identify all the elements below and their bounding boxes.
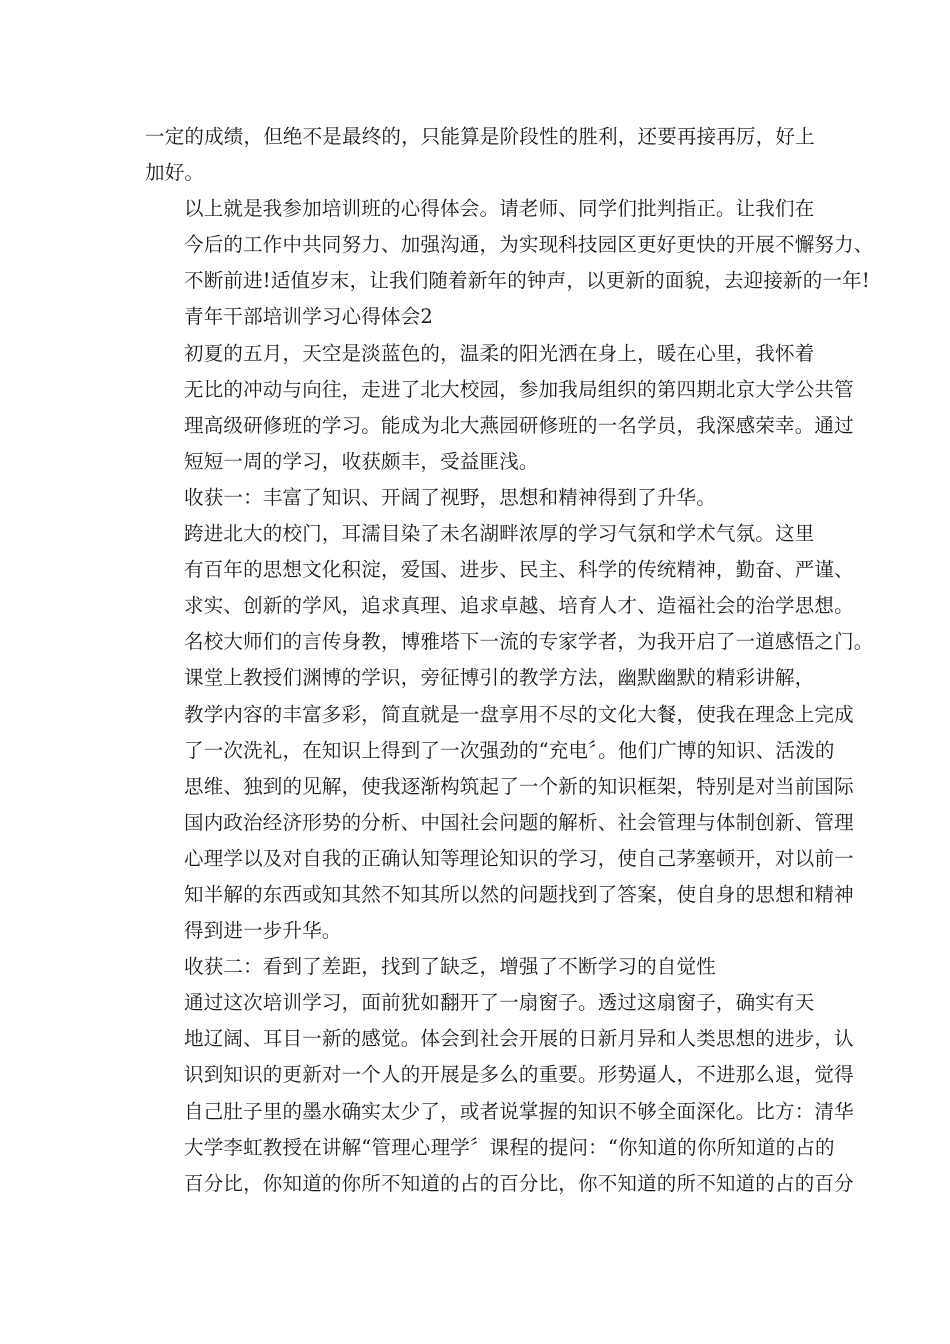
text-line: 有百年的思想文化积淀，爱国、进步、民主、科学的传统精神，勤奋、严谨、	[184, 558, 854, 582]
text-line: 无比的冲动与向往，走进了北大校园，参加我局组织的第四期北京大学公共管	[184, 377, 854, 401]
text-line: 识到知识的更新对一个人的开展是多么的重要。形势逼人，不进那么退，觉得	[184, 1063, 854, 1087]
paragraph	[145, 949, 817, 985]
text-line: 自己肚子里的墨水确实太少了，或者说掌握的知识不够全面深化。比方：清华	[184, 1099, 854, 1123]
text-line: 跨进北大的校门，耳濡目染了未名湖畔浓厚的学习气氛和学术气氛。这里	[184, 522, 815, 546]
text-line: 名校大师们的言传身教，博雅塔下一流的专家学者，为我开启了一道感悟之门。	[184, 630, 874, 654]
text-line: 理高级研修班的学习。能成为北大燕园研修班的一名学员，我深感荣幸。通过	[184, 413, 854, 437]
text-line: 收获一：丰富了知识、开阔了视野，思想和精神得到了升华。	[184, 485, 716, 509]
text-line: 课堂上教授们渊博的学识，旁征博引的教学方法，幽默幽默的精彩讲解，	[184, 666, 815, 690]
paragraph	[145, 336, 854, 480]
text-line: 收获二：看到了差距，找到了缺乏，增强了不断学习的自觉性	[184, 955, 716, 979]
text-line: 一定的成绩，但绝不是最终的，只能算是阶段性的胜利，还要再接再厉，好上	[145, 125, 815, 148]
paragraph	[145, 480, 817, 516]
paragraph	[145, 119, 817, 191]
text-line: 短短一周的学习，收获颇丰，受益匪浅。	[184, 449, 539, 473]
text-line: 了一次洗礼，在知识上得到了一次强劲的“充电〞。他们广博的知识、活泼的	[184, 738, 835, 762]
paragraph	[145, 516, 874, 660]
text-line: 得到进一步升华。	[184, 919, 342, 943]
text-line: 国内政治经济形势的分析、中国社会问题的解析、社会管理与体制创新、管理	[184, 810, 854, 834]
text-line: 今后的工作中共同努力、加强沟通，为实现科技园区更好更快的开展不懈努力、	[184, 233, 874, 257]
text-line: 初夏的五月，天空是淡蓝色的，温柔的阳光洒在身上，暖在心里，我怀着	[184, 341, 815, 365]
paragraph	[145, 660, 854, 949]
text-line: 教学内容的丰富多彩，简直就是一盘享用不尽的文化大餐，使我在理念上完成	[184, 702, 854, 726]
paragraph	[145, 191, 874, 299]
text-line: 知半解的东西或知其然不知其所以然的问题找到了答案，使自身的思想和精神	[184, 882, 854, 906]
text-line: 不断前进!适值岁末，让我们随着新年的钟声，以更新的面貌，去迎接新的一年!	[184, 269, 870, 293]
text-line: 青年干部培训学习心得体会2	[184, 305, 434, 329]
text-line: 求实、创新的学风，追求真理、追求卓越、培育人才、造福社会的治学思想。	[184, 594, 854, 618]
text-line: 通过这次培训学习，面前犹如翻开了一扇窗子。透过这扇窗子，确实有天	[184, 991, 815, 1015]
document-body	[145, 119, 874, 1202]
text-line: 地辽阔、耳目一新的感觉。体会到社会开展的日新月异和人类思想的进步，认	[184, 1027, 854, 1051]
text-line: 以上就是我参加培训班的心得体会。请老师、同学们批判指正。让我们在	[184, 197, 815, 221]
text-line: 百分比，你知道的你所不知道的占的百分比，你不知道的所不知道的占的百分	[184, 1171, 854, 1195]
text-line: 大学李虹教授在讲解“管理心理学〞课程的提问：“你知道的你所知道的占的	[184, 1135, 835, 1159]
text-line: 心理学以及对自我的正确认知等理论知识的学习，使自己茅塞顿开，对以前一	[184, 846, 854, 870]
text-line: 加好。	[145, 161, 205, 185]
text-line: 思维、独到的见解，使我逐渐构筑起了一个新的知识框架，特别是对当前国际	[184, 774, 854, 798]
paragraph	[145, 985, 854, 1202]
paragraph	[145, 299, 817, 335]
